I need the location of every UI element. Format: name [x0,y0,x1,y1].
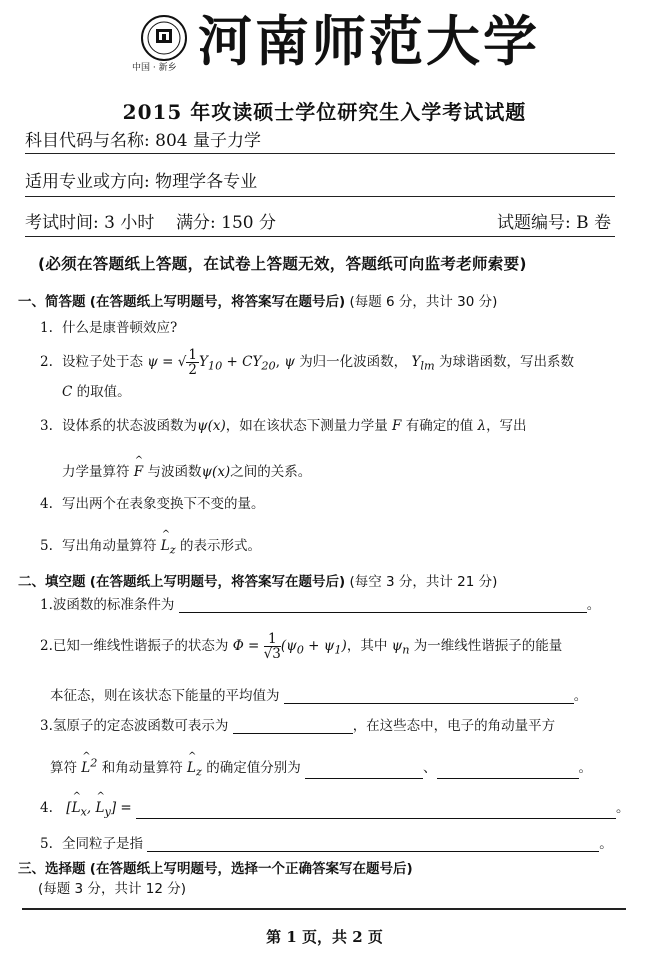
s1-question-3: 3. 设体系的状态波函数为ψ(x)，如在该状态下测量力学量 F 有确定的值 λ，写出 [40,418,527,434]
section2-heading [18,570,497,590]
s2-question-5: 5. 全同粒子是指 。 [40,836,613,852]
section1-title: 一、简答题 [18,294,86,310]
s1-question-2-line2: C 的取值。 [62,384,131,400]
answer-blank [179,598,587,613]
section2-score: (每空 3 分，共计 21 分) [349,574,498,590]
time-line [25,208,276,233]
divider [25,153,615,154]
section1-heading [18,290,497,310]
logo-caption: 中国 · 新乡 [132,63,177,73]
code-label: 试题编号: [496,213,571,233]
s1-question-5: 5. 写出角动量算符 ^ $L_z$ 的表示形式。 [40,534,261,557]
divider [25,196,615,197]
section3-title: 三、选择题 [18,861,86,877]
s1-question-1: 1. 什么是康普顿效应? [40,320,178,336]
s2-question-2: 2.已知一维线性谐振子的状态为 Φ = $\frac{1}{√3}$ $(\psi_0 + \psi_1)$，其中 $\psi_n$ 为一维线性谐振子的能量 [40,631,563,662]
major-value: 物理学各专业 [155,172,258,192]
section3-score: (每题 3 分，共计 12 分) [38,881,186,897]
s2-question-3: 3.氢原子的定态波函数可表示为 ，在这些态中，电子的角动量平方 [40,718,556,734]
section2-title: 二、填空题 [18,574,86,590]
section1-score: (每题 6 分，共计 30 分) [349,294,498,310]
exam-title: 2015 年攻读硕士学位研究生入学考试试题 [122,100,527,124]
s2-question-1: 1.波函数的标准条件为 。 [40,597,601,613]
university-name: 河南师范大学 [198,9,540,73]
page-number: 第 1 页，共 2 页 [266,928,383,946]
subject-line [25,126,261,151]
score-value: 150 分 [221,213,276,233]
section1-desc: (在答题纸上写明题号，将答案写在题号后) [89,294,346,310]
s1-question-2: 2. 设粒子处于态 ψ = √ $\frac{1}{2}$ $Y_{10} + CY_{20}$, ψ 为归一化波函数， $Y_{lm}$ 为球谐函数，写出系数 [40,347,574,378]
subject-label: 科目代码与名称: [25,131,150,151]
time-label: 考试时间: [25,213,99,233]
university-seal-icon [138,12,190,64]
answer-blank [305,764,423,779]
commutator-formula: [^ $L_x$, ^ $L_y$] = [66,800,131,816]
subject-value: 804 量子力学 [155,131,261,151]
s1-question-3-line2: 力学量算符 ^ F 与波函数ψ(x)之间的关系。 [62,460,311,480]
paper-code [497,208,611,233]
major-line [25,167,257,192]
section2-desc: (在答题纸上写明题号，将答案写在题号后) [89,574,346,590]
major-label: 适用专业或方向: [25,172,150,192]
answer-blank [233,719,353,734]
score-label: 满分: [176,213,216,233]
exam-notice: (必须在答题纸上答题，在试卷上答题无效，答题纸可向监考老师索要) [38,255,527,273]
footer-divider [22,908,626,910]
answer-blank [284,689,574,704]
s2-question-4: 4. [^ $L_x$, ^ $L_y$] = 。 [40,796,630,819]
divider [25,236,615,237]
s1-question-4: 4. 写出两个在表象变换下不变的量。 [40,496,265,512]
time-value: 3 小时 [104,213,155,233]
s2-question-2-line2: 本征态，则在该状态下能量的平均值为 。 [50,688,588,704]
answer-blank [147,837,599,852]
code-value: B 卷 [576,213,611,233]
section3-heading [18,857,413,877]
answer-blank [136,804,616,819]
section3-desc: (在答题纸上写明题号，选择一个正确答案写在题号后) [89,861,413,877]
s2-question-3-line2: 算符 ^ $L^2$ 和角动量算符 ^ $L_z$ 的确定值分别为 、 。 [50,756,592,779]
answer-blank [437,764,579,779]
psi-formula: ψ = √ $\frac{1}{2}$ $Y_{10} + CY_{20}$ [147,347,276,378]
